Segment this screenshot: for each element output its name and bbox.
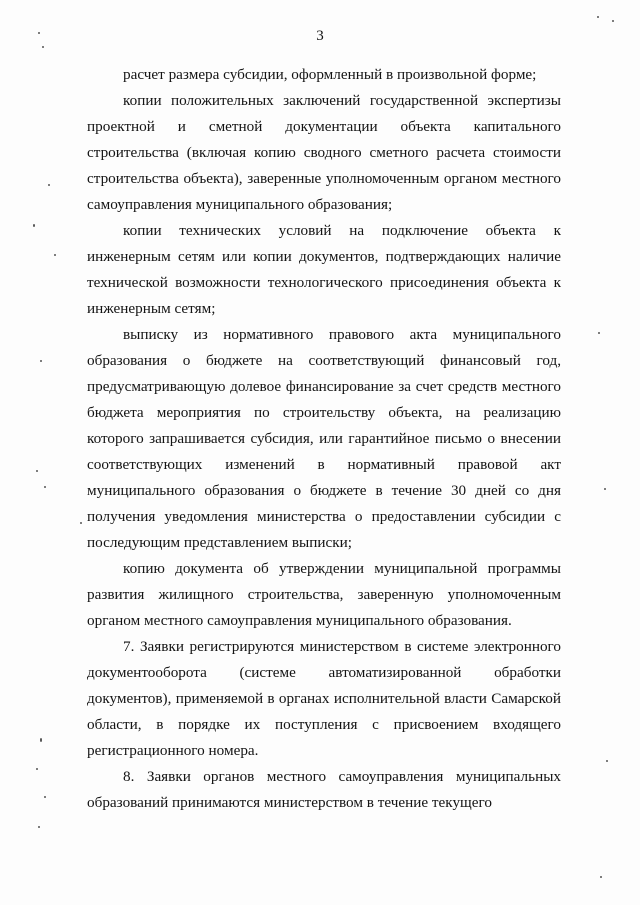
scan-speck: [40, 738, 42, 742]
paragraph-housing-program: копию документа об утверждении муниципальной программы развития жилищного строительства, заверенную уполномоченным органом местного самоуправления муниципального образования.: [87, 560, 561, 629]
scan-speck: [598, 332, 600, 334]
scan-speck: [604, 488, 606, 490]
scan-speck: [44, 796, 46, 798]
scan-speck: [54, 254, 56, 256]
paragraph-item-8-acceptance: 8. Заявки органов местного самоуправления муниципальных образований принимаются министерством в течение текущего: [87, 768, 561, 811]
paragraph-budget-extract: выписку из нормативного правового акта муниципального образования о бюджете на соответствующий финансовый год, предусматривающую долевое финансирование за счет средств местного бюджета мероприятия по строительству объекта, на реализацию которого запрашивается субсидия, или гарантийное письмо о внесении соответствующих изменений в нормативный правовой акт муниципального образования о бюджете в течение 30 дней со дня получения уведомления министерства о предоставлении субсидии с последующим представлением выписки;: [87, 326, 561, 551]
paragraph-subsidy-calculation: расчет размера субсидии, оформленный в произвольной форме;: [123, 66, 537, 83]
scan-speck: [38, 826, 40, 828]
page-number: 3: [316, 28, 324, 44]
scan-speck: [597, 16, 599, 18]
scan-speck: [612, 20, 614, 22]
scan-speck: [42, 46, 44, 48]
scan-speck: [38, 32, 40, 34]
scan-speck: [36, 470, 38, 472]
scan-speck: [40, 360, 42, 362]
paragraph-expertise-conclusions: копии положительных заключений государственной экспертизы проектной и сметной документации объекта капитального строительства (включая копию сводного сметного расчета стоимости строительства объекта), заверенные уполномоченным органом местного самоуправления муниципального образования;: [87, 92, 561, 213]
paragraph-item-7-registration: 7. Заявки регистрируются министерством в системе электронного документооборота (системе автоматизированной обработки документов), применяемой в органах исполнительной власти Самарской области, в порядке их поступления с присвоением входящего регистрационного номера.: [87, 638, 561, 759]
scan-speck: [600, 876, 602, 878]
scan-speck: [80, 522, 82, 524]
scan-speck: [48, 184, 50, 186]
document-body: [87, 62, 561, 816]
scan-speck: [36, 768, 38, 770]
scan-speck: [33, 224, 35, 227]
scan-speck: [44, 486, 46, 488]
paragraph-technical-conditions: копии технических условий на подключение объекта к инженерным сетям или копии документов, подтверждающих наличие технической возможности технологического присоединения объекта к инженерным сетям;: [87, 222, 561, 317]
scan-speck: [606, 760, 608, 762]
